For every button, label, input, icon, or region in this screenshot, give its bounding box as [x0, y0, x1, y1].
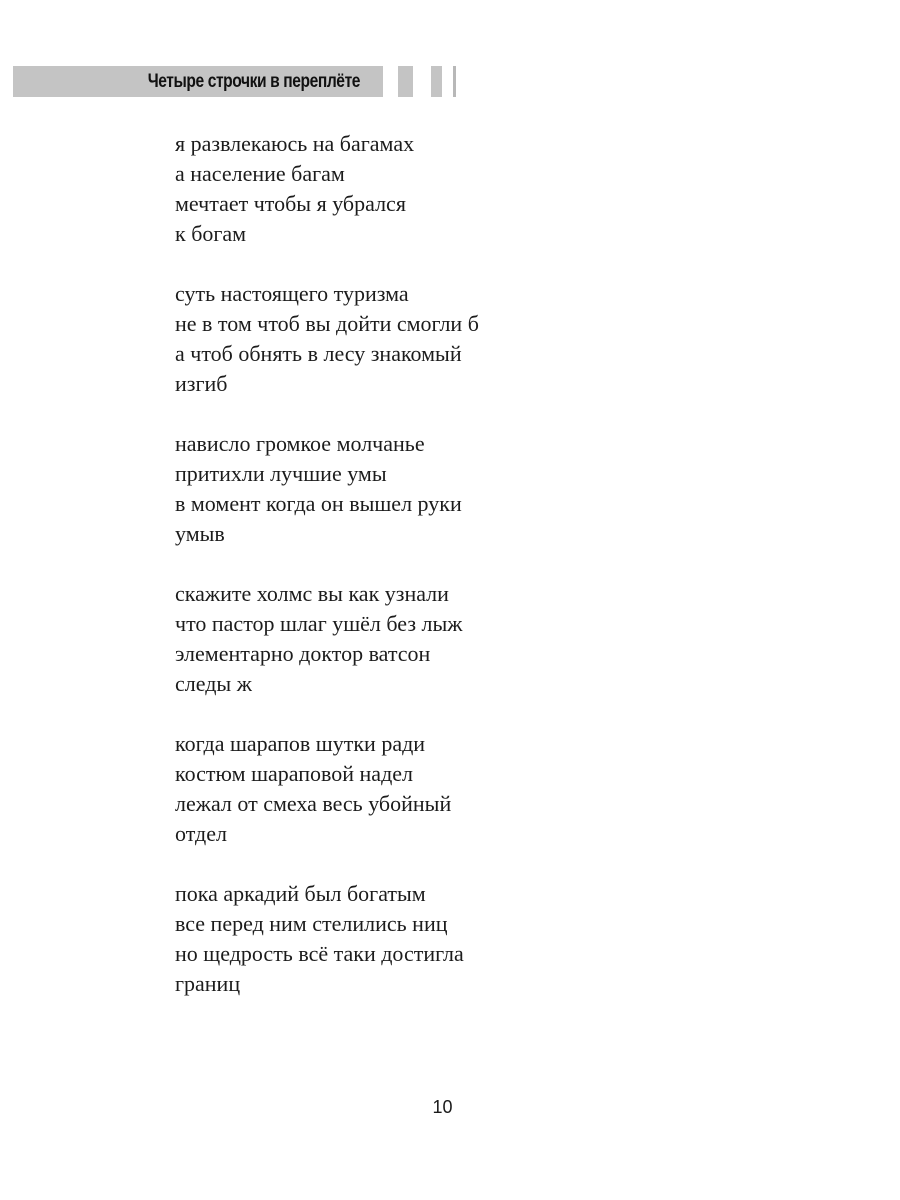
header-decoration-block [398, 66, 413, 97]
poem-line: но щедрость всё таки достигла [175, 941, 464, 966]
poem-line: границ [175, 971, 241, 996]
stanza-2 [175, 279, 775, 399]
poem-line: изгиб [175, 371, 228, 396]
poem-line: притихли лучшие умы [175, 461, 387, 486]
poem-line: в момент когда он вышел руки [175, 491, 462, 516]
poem-line: что пастор шлаг ушёл без лыж [175, 611, 463, 636]
poem-line: элементарно доктор ватсон [175, 641, 431, 666]
poem-line: к богам [175, 221, 247, 246]
poem-line: умыв [175, 521, 225, 546]
poem-line: костюм шараповой надел [175, 761, 414, 786]
running-header-title: Четыре строчки в переплёте [147, 71, 361, 92]
poem-line: отдел [175, 821, 227, 846]
stanza-6 [175, 879, 775, 999]
poem-line: пока аркадий был богатым [175, 881, 426, 906]
poem-line: я развлекаюсь на багамах [175, 131, 415, 156]
poem-body [175, 129, 775, 1029]
stanza-1 [175, 129, 775, 249]
header-decoration-block [431, 66, 442, 97]
poem-line: суть настоящего туризма [175, 281, 409, 306]
poem-line: все перед ним стелились ниц [175, 911, 448, 936]
poem-line: когда шарапов шутки ради [175, 731, 426, 756]
poem-line: лежал от смеха весь убойный [175, 791, 452, 816]
poem-line: нависло громкое молчанье [175, 431, 425, 456]
poem-line: следы ж [175, 671, 252, 696]
poem-line: а чтоб обнять в лесу знакомый [175, 341, 462, 366]
poem-line: не в том чтоб вы дойти смогли б [175, 311, 479, 336]
poem-line: мечтает чтобы я убрался [175, 191, 406, 216]
running-header-bar [13, 66, 383, 97]
stanza-5 [175, 729, 775, 849]
poem-line: скажите холмс вы как узнали [175, 581, 449, 606]
page-number: 10 [432, 1097, 453, 1117]
poem-line: а население багам [175, 161, 345, 186]
stanza-3 [175, 429, 775, 549]
header-decoration-line [453, 66, 456, 97]
stanza-4 [175, 579, 775, 699]
